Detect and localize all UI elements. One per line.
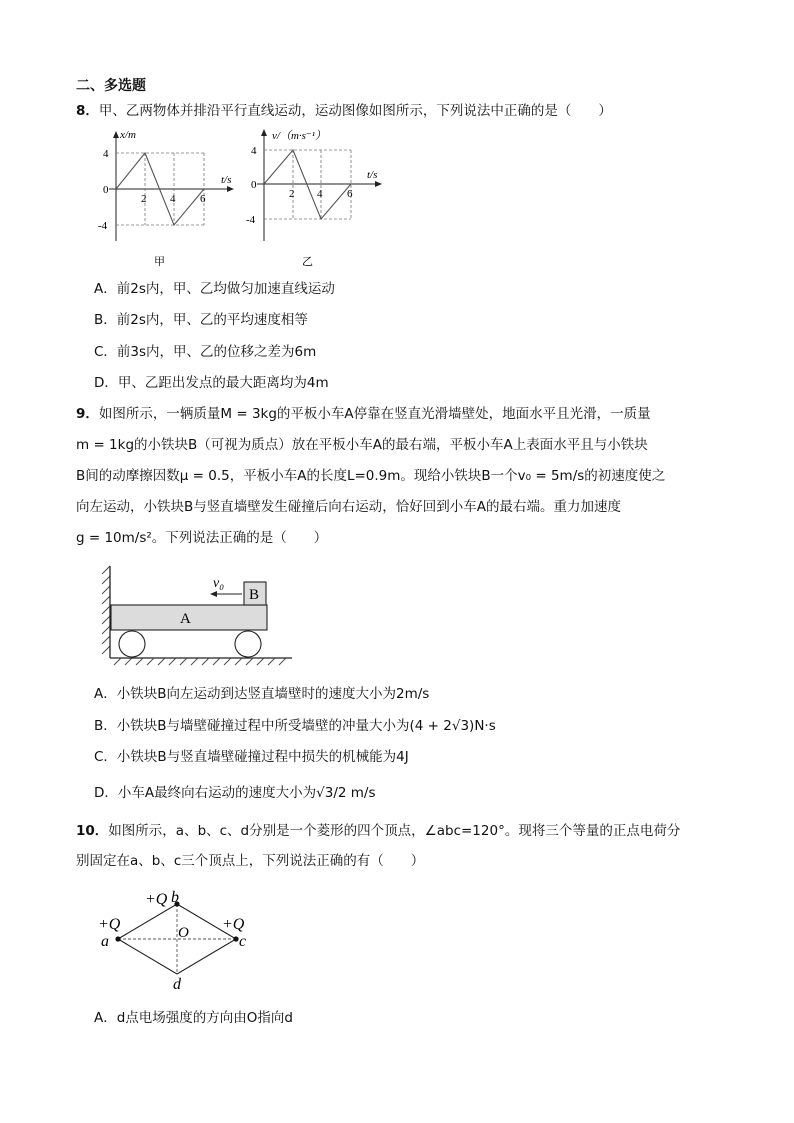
q9-cart-figure	[98, 562, 298, 668]
y-tick-4: 4	[103, 148, 109, 160]
q8-option-c: C．前3s内，甲、乙的位移之差为6m	[94, 344, 317, 360]
q9-option-a: A．小铁块B向左运动到达竖直墙壁时的速度大小为2m/s	[94, 686, 430, 702]
y-axis-arrow	[261, 129, 267, 136]
vertex-d-label: d	[173, 976, 181, 992]
graph-caption: 甲	[154, 256, 165, 268]
wheel-right	[235, 631, 261, 657]
x-axis-label: t/s	[221, 174, 232, 186]
charge-a-label: +Q	[98, 916, 121, 933]
x-tick-4: 4	[317, 188, 323, 200]
q10-stem-line-2: 别固定在a、b、c三个顶点上，下列说法正确的有（ ）	[76, 853, 425, 869]
charge-c-label: +Q	[222, 916, 245, 933]
q8-stem-text: 甲、乙两物体并排沿平行直线运动，运动图像如图所示，下列说法中正确的是（ ）	[98, 103, 612, 119]
x-tick-2: 2	[289, 188, 295, 200]
y-tick-0: 0	[103, 184, 109, 196]
x-tick-4: 4	[170, 193, 176, 205]
q9-stem-text: 如图所示，一辆质量M = 3kg的平板小车A停靠在竖直光滑墙壁处，地面水平且光滑，一质量	[98, 406, 651, 422]
graph-caption: 乙	[302, 256, 313, 268]
x-tick-6: 6	[200, 193, 206, 205]
q9-stem-line-2: m = 1kg的小铁块B（可视为质点）放在平板小车A的最右端，平板小车A上表面水平且与小铁块	[76, 437, 648, 453]
q10-stem-line-1	[76, 821, 680, 841]
cart-a-label: A	[180, 611, 191, 627]
y-tick-neg4: -4	[246, 214, 256, 226]
center-o-label: O	[178, 925, 189, 941]
x-tick-2: 2	[141, 193, 147, 205]
y-axis-label: v/（m·s⁻¹）	[272, 130, 327, 142]
q8-graph-xt	[94, 126, 244, 268]
q9-option-c: C．小铁块B与竖直墙壁碰撞过程中损失的机械能为4J	[94, 749, 409, 765]
x-tick-6: 6	[347, 188, 353, 200]
q9-stem-line-3: B间的动摩擦因数μ = 0.5，平板小车A的长度L=0.9m。现给小铁块B一个v₀ = 5m/s的初速度使之	[76, 468, 666, 484]
y-axis-arrow	[113, 131, 119, 138]
y-tick-0: 0	[251, 179, 257, 191]
ground-hatch	[114, 658, 286, 665]
y-axis-label: x/m	[120, 129, 136, 141]
q8-option-b: B．前2s内，甲、乙的平均速度相等	[94, 312, 308, 328]
q9-stem-line-5: g = 10m/s²。下列说法正确的是（ ）	[76, 530, 328, 546]
y-tick-neg4: -4	[98, 220, 108, 232]
section-title: 二、多选题	[76, 78, 146, 94]
q9-stem-line-4: 向左运动，小铁块B与竖直墙壁发生碰撞后向右运动，恰好回到小车A的最右端。重力加速度	[76, 499, 621, 515]
q8-number: 8．	[76, 103, 99, 119]
point-a	[115, 936, 120, 941]
vertex-c-label: c	[239, 933, 247, 950]
q8-option-d: D．甲、乙距出发点的最大距离均为4m	[94, 375, 329, 391]
q10-option-a: A．d点电场强度的方向由O指向d	[94, 1010, 293, 1026]
wheel-left	[119, 631, 145, 657]
q10-rhombus-figure	[94, 882, 264, 992]
q10-stem-text: 如图所示，a、b、c、d分别是一个菱形的四个顶点，∠abc=120°。现将三个等量的正点电荷分	[108, 823, 681, 839]
q9-option-b: B．小铁块B与墙壁碰撞过程中所受墙壁的冲量大小为(4 + 2√3)N·s	[94, 718, 496, 734]
q9-number: 9．	[76, 406, 99, 422]
velocity-arrowhead	[210, 591, 217, 597]
q9-option-d: D．小车A最终向右运动的速度大小为√3/2 m/s	[94, 785, 376, 801]
q8-stem	[76, 101, 612, 121]
charge-b-label: +Q	[145, 891, 168, 908]
x-axis-label: t/s	[367, 169, 378, 181]
vertex-a-label: a	[101, 933, 109, 950]
vertex-b-label: b	[171, 889, 179, 906]
velocity-label: v₀	[213, 576, 225, 591]
q8-graph-vt	[242, 126, 392, 268]
block-b-label: B	[249, 587, 260, 603]
q10-number: 10．	[76, 823, 109, 839]
x-axis-arrow	[227, 186, 234, 192]
q8-option-a: A．前2s内，甲、乙均做匀加速直线运动	[94, 281, 335, 297]
q9-stem-line-1	[76, 404, 651, 424]
wall-hatch	[102, 566, 110, 654]
x-axis-arrow	[375, 181, 382, 187]
point-c	[233, 936, 238, 941]
y-tick-4: 4	[251, 145, 257, 157]
